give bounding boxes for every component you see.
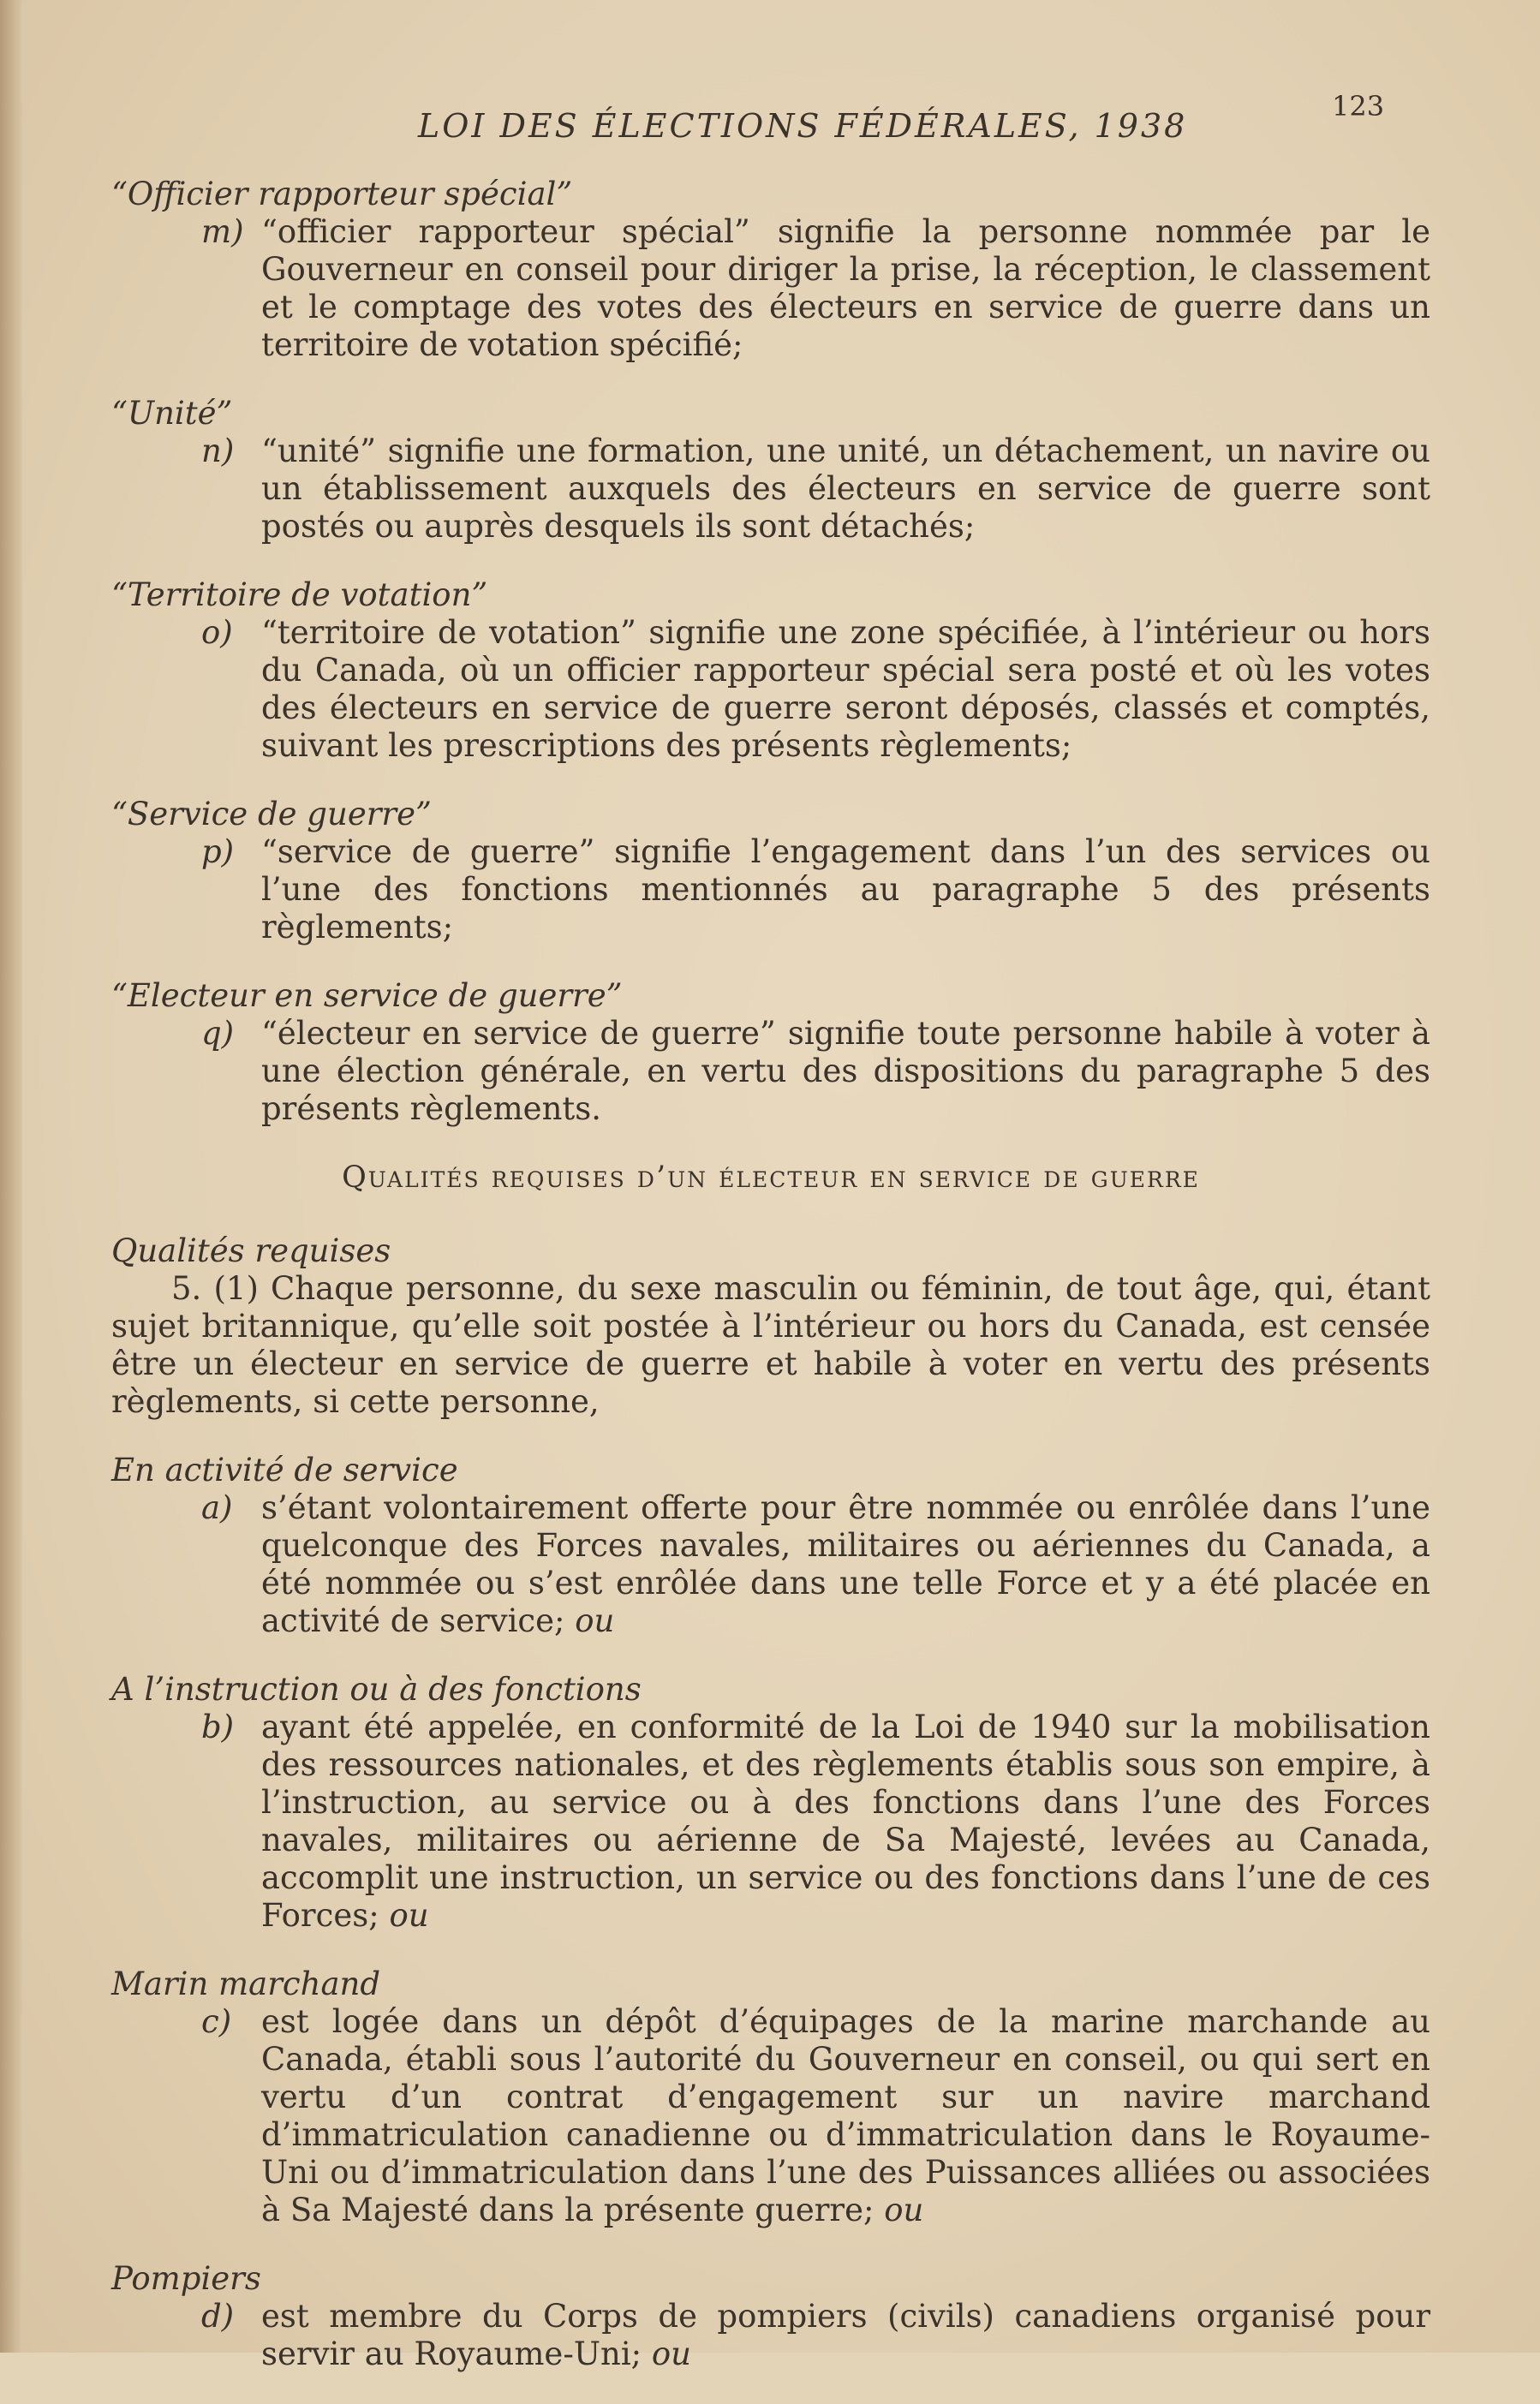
condition-text: est membre du Corps de pompiers (civils) canadiens organisé pour servir au Royaume-Uni; — [261, 2298, 1430, 2372]
clause-letter: c) — [201, 2003, 232, 2040]
definition-term: “Territoire de votation” — [111, 576, 488, 613]
conjunction: ou — [884, 2192, 924, 2228]
definition-clause — [111, 614, 1430, 765]
condition-c — [111, 1966, 1430, 2229]
condition-clause — [111, 1489, 1430, 1640]
clause-letter: a) — [201, 1489, 233, 1526]
margin-note: A l’instruction ou à des fonctions — [111, 1671, 642, 1708]
definition-text: “unité” signifie une formation, une unité, un détachement, un navire ou un établissement auxquels des électeurs en service de guerre sont postés ou auprès desquels ils sont détachés; — [261, 432, 1430, 545]
definition-p — [111, 796, 1430, 946]
definition-text: “électeur en service de guerre” signifie toute personne habile à voter à une élection générale, en vertu des dispositions du paragraphe 5 des présents règlements. — [261, 1015, 1430, 1127]
definition-text: “territoire de votation” signifie une zone spécifiée, à l’intérieur ou hors du Canada, où un officier rapporteur spécial sera posté et où les votes des électeurs en service de guerre seront déposés, classés et comptés, suivant les prescriptions des présents règlements; — [261, 614, 1430, 764]
conjunction: ou — [651, 2335, 692, 2372]
clause-letter: m) — [201, 213, 244, 250]
condition-b — [111, 1671, 1430, 1935]
definition-clause — [111, 213, 1430, 364]
conjunction: ou — [575, 1602, 615, 1639]
clause-letter: d) — [201, 2298, 235, 2335]
margin-note: En activité de service — [111, 1452, 458, 1488]
running-title: LOI DES ÉLECTIONS FÉDÉRALES, 1938 — [418, 107, 1188, 145]
margin-note: Marin marchand — [111, 1966, 381, 2002]
page-header — [0, 81, 1540, 145]
definition-term: “Unité” — [111, 395, 233, 432]
definition-o — [111, 576, 1430, 765]
clause-letter: p) — [201, 833, 235, 870]
conjunction: ou — [389, 1897, 429, 1934]
clause-letter: n) — [201, 432, 235, 469]
condition-clause — [111, 2298, 1430, 2373]
condition-text: est logée dans un dépôt d’équipages de la marine marchande au Canada, établi sous l’autorité du Gouverneur en conseil, ou qui sert en vertu d’un contrat d’engagement sur un navire marchand d’immatriculation canadienne ou d’immatriculation dans le Royaume-Uni ou d’immatriculation dans l’une des Puissances alliées ou associées à Sa Majesté dans la présente guerre; — [261, 2003, 1430, 2228]
definition-n — [111, 395, 1430, 546]
clause-letter: b) — [201, 1709, 235, 1745]
condition-text: s’étant volontairement offerte pour être nommée ou enrôlée dans l’une quelconque des Forces navales, militaires ou aériennes du Canada, a été nommée ou s’est enrôlée dans une telle Force et y a été placée en activité de service; — [261, 1489, 1430, 1639]
condition-a — [111, 1452, 1430, 1640]
section-heading: Qualités requises d’un électeur en service de guerre — [342, 1160, 1200, 1195]
condition-d — [111, 2260, 1430, 2373]
margin-note: Pompiers — [111, 2260, 261, 2297]
paragraph-text: 5. (1) Chaque personne, du sexe masculin ou féminin, de tout âge, qui, étant sujet britannique, qu’elle soit postée à l’intérieur ou hors du Canada, est censée être un électeur en service de guerre et habile à voter en vertu des présents règlements, si cette personne, — [111, 1270, 1430, 1420]
definition-term: “Electeur en service de guerre” — [111, 977, 623, 1014]
condition-clause — [111, 1709, 1430, 1935]
condition-clause — [111, 2003, 1430, 2229]
definition-term: “Service de guerre” — [111, 796, 432, 832]
definition-term: “Officier rapporteur spécial” — [111, 176, 573, 212]
definition-clause — [111, 432, 1430, 546]
page-body — [111, 176, 1430, 2404]
definition-clause — [111, 833, 1430, 946]
condition-text: ayant été appelée, en conformité de la Loi de 1940 sur la mobilisation des ressources nationales, et des règlements établis sous son empire, à l’instruction, au service ou à des fonctions dans l’une des Forces navales, militaires ou aérienne de Sa Majesté, levées au Canada, accomplit une instruction, un service ou des fonctions dans l’une de ces Forces; — [261, 1709, 1430, 1934]
clause-letter: q) — [201, 1015, 235, 1052]
page-edge — [0, 0, 22, 2353]
definition-m — [111, 176, 1430, 364]
clause-letter: o) — [201, 614, 233, 651]
definition-q — [111, 977, 1430, 1128]
definition-text: “officier rapporteur spécial” signifie la personne nommée par le Gouverneur en conseil pour diriger la prise, la réception, le classement et le comptage des votes des électeurs en service de guerre dans un territoire de votation spécifié; — [261, 213, 1430, 363]
definition-text: “service de guerre” signifie l’engagement dans l’un des services ou l’une des fonctions mentionnés au paragraphe 5 des présents règlements; — [261, 833, 1430, 945]
qualifications-paragraph — [111, 1232, 1430, 1421]
margin-note: Qualités requises — [111, 1232, 391, 1269]
definition-clause — [111, 1015, 1430, 1128]
page-number: 123 — [1332, 90, 1385, 122]
